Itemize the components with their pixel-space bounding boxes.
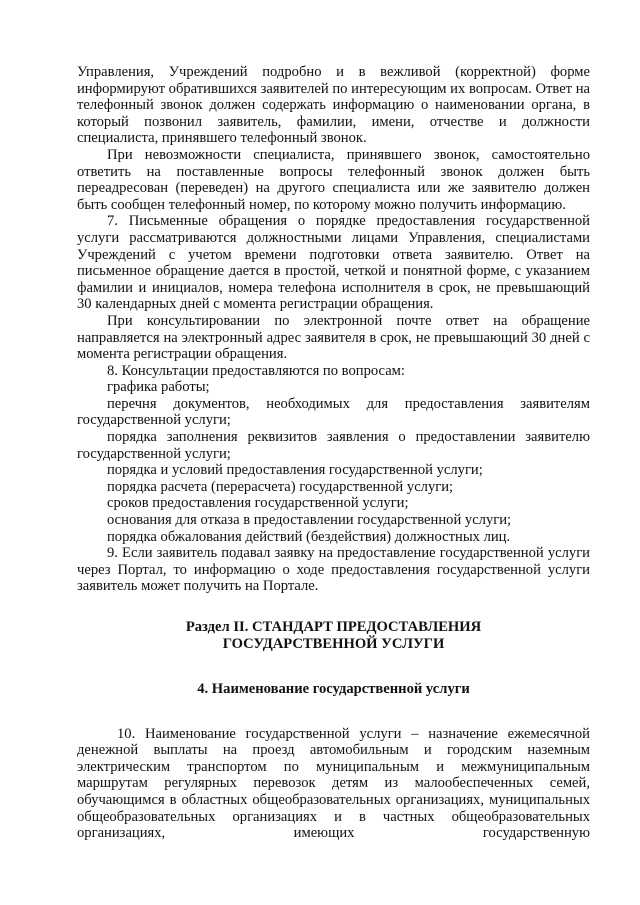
paragraph-10: 10. Наименование государственной услуги – назначение ежемесячной денежной выплаты на проезд автомобильным и городским наземным электрическим транспортом по муниципальным и межмуниципальным маршрутам регулярных перевозок детям из малообеспеченных семей, обучающимся в областных общеобразовательных организациях, муниципальных общеобразовательных организациях и в частных общеобразовательных организациях, имеющих государственную	[77, 725, 590, 842]
list-item: порядка расчета (перерасчета) государственной услуги;	[107, 478, 454, 495]
paragraph-continuation: Управления, Учреждений подробно и в вежливой (корректной) форме информируют обратившихся заявителей по интересующим их вопросам. Ответ на телефонный звонок должен содержать информацию о наименовании органа, в который позвонил заявитель, фамилии, имени, отчестве и должности специалиста, принявшего телефонный звонок.	[77, 64, 590, 147]
list-item: перечня документов, необходимых для предоставления заявителям государственной услуги;	[77, 395, 590, 429]
subsection-title: 4. Наименование государственной услуги	[197, 681, 470, 697]
list-item: графика работы;	[107, 379, 210, 396]
paragraph-9: 9. Если заявитель подавал заявку на предоставление государственной услуги через Портал, то информацию о ходе предоставления государственной услуги заявитель может получить на Портале.	[77, 545, 590, 595]
paragraph-8: 8. Консультации предоставляются по вопросам:	[107, 362, 405, 379]
section-title	[77, 619, 590, 653]
list-item: порядка и условий предоставления государственной услуги;	[107, 462, 483, 479]
paragraph-7: 7. Письменные обращения о порядке предоставления государственной услуги рассматриваются должностными лицами Управления, специалистами Учреждений с учетом времени подготовки ответа заявителю. Ответ на письменное обращение дается в простой, четкой и понятной форме, с указанием фамилии и инициалов, номера телефона исполнителя в срок, не превышающий 30 календарных дней с момента регистрации обращения.	[77, 213, 590, 313]
paragraph-email: При консультировании по электронной почте ответ на обращение направляется на электронный адрес заявителя в срок, не превышающий 30 дней с момента регистрации обращения.	[77, 312, 590, 363]
document-page	[77, 64, 590, 842]
section-title-line-2: ГОСУДАРСТВЕННОЙ УСЛУГИ	[222, 636, 445, 652]
section-title-line-1: Раздел II. СТАНДАРТ ПРЕДОСТАВЛЕНИЯ	[185, 619, 482, 635]
list-item: сроков предоставления государственной услуги;	[107, 495, 409, 512]
list-item: порядка заполнения реквизитов заявления о предоставлении заявителю государственной услуги;	[77, 429, 590, 462]
list-item: порядка обжалования действий (бездействия) должностных лиц.	[107, 528, 511, 545]
list-item: основания для отказа в предоставлении государственной услуги;	[107, 512, 512, 529]
paragraph-unable-answer: При невозможности специалиста, принявшего звонок, самостоятельно ответить на поставленные вопросы телефонный звонок должен быть переадресован (переведен) на другого специалиста или же заявителю должен быть сообщен телефонный номер, по которому можно получить информацию.	[77, 146, 590, 213]
